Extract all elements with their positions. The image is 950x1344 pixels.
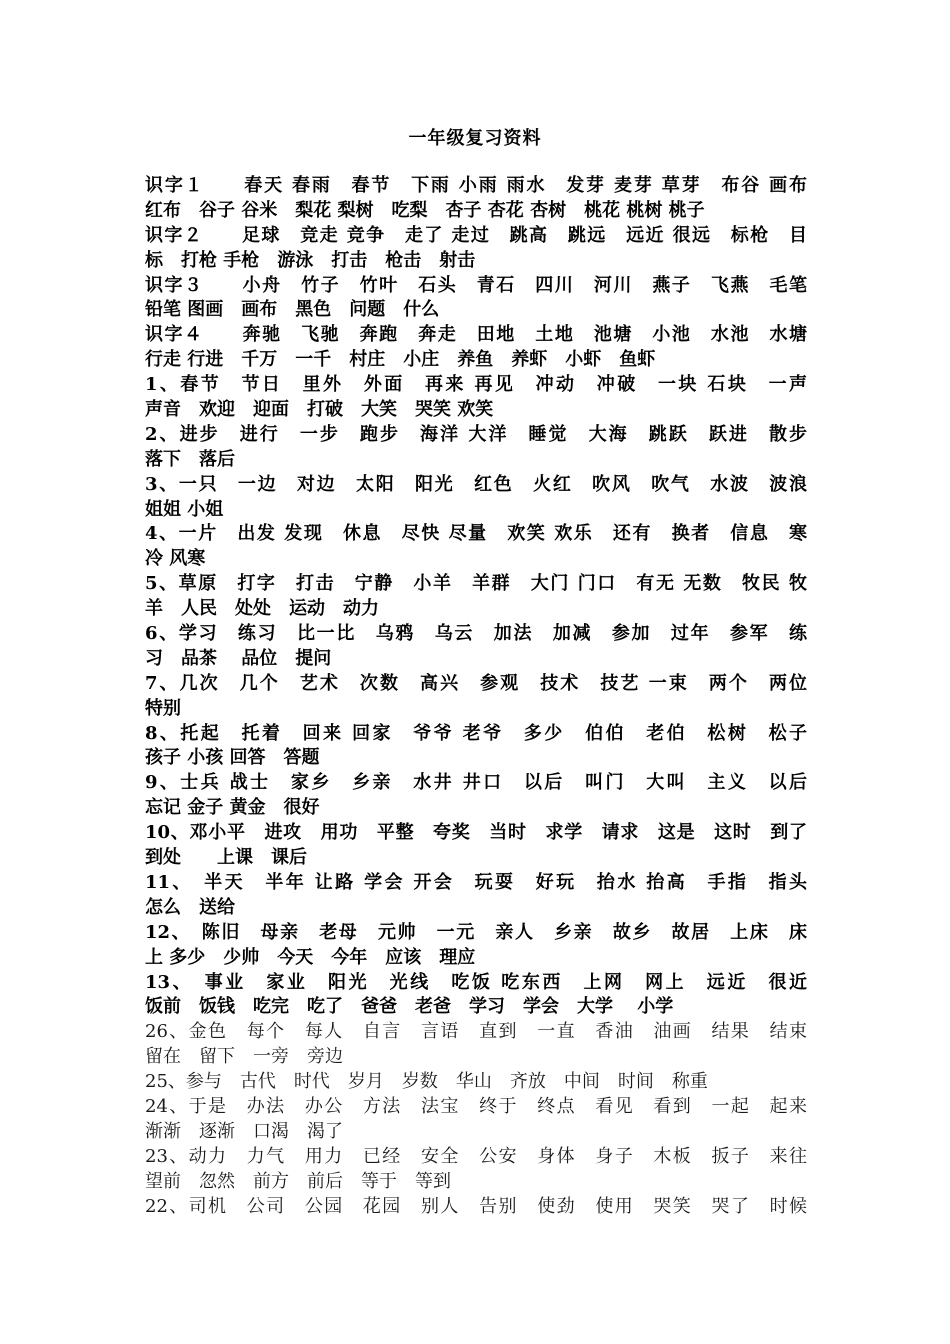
text-line: 3、一只 一边 对边 太阳 阳光 红色 火红 吹风 吹气 水波 波浪 <box>145 473 807 495</box>
text-line: 孩子 小孩 回答 答题 <box>145 747 320 769</box>
text-line: 特别 <box>145 697 181 719</box>
text-line: 饭前 饭钱 吃完 吃了 爸爸 老爸 学习 学会 大学 小学 <box>145 996 674 1018</box>
text-line: 冷 风寒 <box>145 548 206 570</box>
text-line: 识字１ 春天 春雨 春节 下雨 小雨 雨水 发芽 麦芽 草芽 布谷 画布 <box>145 175 807 196</box>
text-line: 红布 谷子 谷米 梨花 梨树 吃梨 杏子 杏花 杏树 桃花 桃树 桃子 <box>145 199 705 221</box>
text-line: 羊 人民 处处 运动 动力 <box>145 598 379 620</box>
text-line: 铅笔 图画 画布 黑色 问题 什么 <box>145 299 440 321</box>
text-line: 24、于是 办法 办公 方法 法宝 终于 终点 看见 看到 一起 起来 <box>145 1095 807 1117</box>
text-line: 1、春节 节日 里外 外面 再来 再见 冲动 冲破 一块 石块 一声 <box>145 374 807 396</box>
text-line: 望前 忽然 前方 前后 等于 等到 <box>145 1170 451 1192</box>
text-line: 9、士兵 战士 家乡 乡亲 水井 井口 以后 叫门 大叫 主义 以后 <box>145 772 807 794</box>
text-line: 7、几次 几个 艺术 次数 高兴 参观 技术 技艺 一束 两个 两位 <box>145 672 807 694</box>
text-line: 习 品茶 品位 提问 <box>145 647 332 669</box>
text-line: 22、司机 公司 公园 花园 别人 告别 使劲 使用 哭笑 哭了 时候 <box>145 1195 807 1217</box>
text-line: 姐姐 小姐 <box>145 498 224 520</box>
text-line: 忘记 金子 黄金 很好 <box>145 797 320 819</box>
text-line: 渐渐 逐渐 口渴 渴了 <box>145 1120 343 1142</box>
text-line: 识字２ 足球 竞走 竞争 走了 走过 跳高 跳远 远近 很远 标枪 目 <box>145 224 807 246</box>
text-line: 5、草原 打字 打击 宁静 小羊 羊群 大门 门口 有无 无数 牧民 牧 <box>145 573 807 595</box>
text-line: 到处 上课 课后 <box>145 847 307 869</box>
text-line: 识字３ 小舟 竹子 竹叶 石头 青石 四川 河川 燕子 飞燕 毛笔 <box>145 274 807 296</box>
text-line: 25、参与 古代 时代 岁月 岁数 华山 齐放 中间 时间 称重 <box>145 1071 708 1093</box>
text-line: 识字４ 奔驰 飞驰 奔跑 奔走 田地 土地 池塘 小池 水池 水塘 <box>145 324 807 346</box>
text-line: 26、金色 每个 每人 自言 言语 直到 一直 香油 油画 结果 结束 <box>145 1021 807 1043</box>
document-title: 一年级复习资料 <box>408 128 542 149</box>
text-line: 8、托起 托着 回来 回家 爷爷 老爷 多少 伯伯 老伯 松树 松子 <box>145 722 807 744</box>
text-line: 怎么 送给 <box>145 896 235 918</box>
text-line: 2、进步 进行 一步 跑步 海洋 大洋 睡觉 大海 跳跃 跃进 散步 <box>145 423 807 445</box>
text-line: 12、 陈旧 母亲 老母 元帅 一元 亲人 乡亲 故乡 故居 上床 床 <box>145 921 807 943</box>
document-body <box>145 174 807 1219</box>
text-line: 13、 事业 家业 阳光 光线 吃饭 吃东西 上网 网上 远近 很近 <box>145 971 807 993</box>
text-line: 4、一片 出发 发现 休息 尽快 尽量 欢笑 欢乐 还有 换者 信息 寒 <box>145 523 807 545</box>
text-line: 6、学习 练习 比一比 乌鸦 乌云 加法 加减 参加 过年 参军 练 <box>145 623 807 645</box>
text-line: 11、 半天 半年 让路 学会 开会 玩耍 好玩 抬水 抬高 手指 指头 <box>145 871 807 893</box>
text-line: 落下 落后 <box>145 448 235 470</box>
text-line: 23、动力 力气 用力 已经 安全 公安 身体 身子 木板 扳子 来往 <box>145 1145 807 1167</box>
text-line: 10、邓小平 进攻 用功 平整 夸奖 当时 求学 请求 这是 这时 到了 <box>145 822 807 844</box>
text-line: 行走 行进 千万 一千 村庄 小庄 养鱼 养虾 小虾 鱼虾 <box>145 349 656 371</box>
text-line: 上 多少 少帅 今天 今年 应该 理应 <box>145 946 476 968</box>
text-line: 声音 欢迎 迎面 打破 大笑 哭笑 欢笑 <box>145 399 494 421</box>
text-line: 留在 留下 一旁 旁边 <box>145 1046 343 1068</box>
text-line: 标 打枪 手枪 游泳 打击 枪击 射击 <box>145 249 476 271</box>
